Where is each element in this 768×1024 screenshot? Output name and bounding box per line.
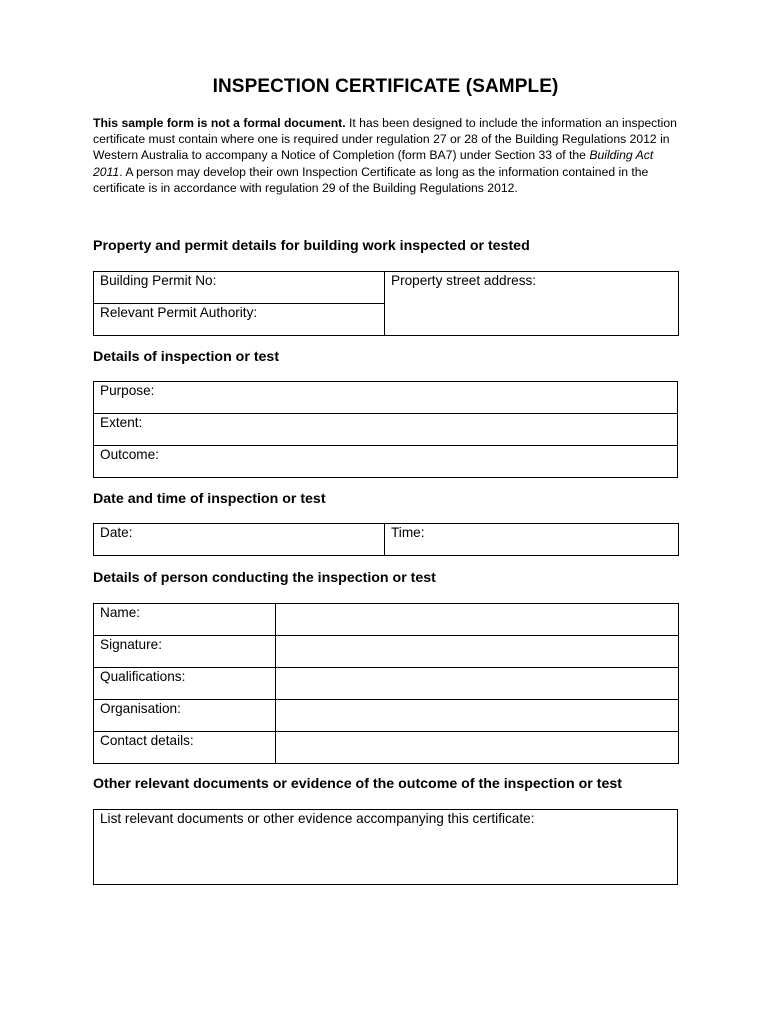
document-title: INSPECTION CERTIFICATE (SAMPLE) bbox=[212, 76, 559, 97]
qualifications-label-cell bbox=[94, 668, 276, 700]
documents-table bbox=[93, 809, 678, 885]
contact-details-field[interactable] bbox=[276, 732, 679, 764]
documents-list-label: List relevant documents or other evidence accompanying this certificate: bbox=[100, 811, 535, 826]
purpose-field[interactable] bbox=[94, 382, 678, 414]
person-details-table bbox=[93, 603, 679, 764]
qualifications-field[interactable] bbox=[276, 668, 679, 700]
documents-list-field[interactable] bbox=[94, 810, 678, 885]
property-section-heading: Property and permit details for building work inspected or tested bbox=[93, 238, 530, 254]
building-permit-no-field[interactable] bbox=[94, 272, 385, 304]
purpose-label: Purpose: bbox=[100, 383, 155, 398]
intro-act-name: Building Act 2011 bbox=[93, 148, 654, 179]
name-label: Name: bbox=[100, 605, 141, 620]
signature-field[interactable] bbox=[276, 636, 679, 668]
datetime-table bbox=[93, 523, 679, 556]
organisation-label-cell bbox=[94, 700, 276, 732]
relevant-permit-authority-label: Relevant Permit Authority: bbox=[100, 305, 258, 320]
intro-text-part2: . A person may develop their own Inspection Certificate as long as the information contained in the certificate is in accordance with regulation 29 of the Building Regulations 2012. bbox=[93, 164, 649, 195]
documents-section-heading: Other relevant documents or evidence of the outcome of the inspection or test bbox=[93, 776, 622, 792]
signature-label: Signature: bbox=[100, 637, 162, 652]
building-permit-no-label: Building Permit No: bbox=[100, 273, 217, 288]
intro-bold-lead: This sample form is not a formal document. bbox=[93, 116, 346, 130]
outcome-field[interactable] bbox=[94, 446, 678, 478]
property-details-table bbox=[93, 271, 679, 336]
inspection-details-table bbox=[93, 381, 678, 478]
intro-text-part1: It has been designed to include the information an inspection certificate must contain where one is required under regulation 27 or 28 of the Building Regulations 2012 in Western Australia to accompany a Notice of Completion (form BA7) under Section 33 of the bbox=[93, 116, 677, 163]
property-street-address-field[interactable] bbox=[385, 272, 679, 336]
time-field[interactable] bbox=[385, 524, 679, 556]
date-field[interactable] bbox=[94, 524, 385, 556]
signature-label-cell bbox=[94, 636, 276, 668]
inspection-section-heading: Details of inspection or test bbox=[93, 349, 280, 365]
datetime-section-heading: Date and time of inspection or test bbox=[93, 491, 326, 507]
contact-details-label-cell bbox=[94, 732, 276, 764]
intro-paragraph bbox=[93, 115, 678, 196]
date-label: Date: bbox=[100, 525, 133, 540]
extent-field[interactable] bbox=[94, 414, 678, 446]
organisation-field[interactable] bbox=[276, 700, 679, 732]
time-label: Time: bbox=[391, 525, 425, 540]
relevant-permit-authority-field[interactable] bbox=[94, 304, 385, 336]
property-street-address-label: Property street address: bbox=[391, 273, 537, 288]
person-section-heading: Details of person conducting the inspection or test bbox=[93, 570, 436, 586]
qualifications-label: Qualifications: bbox=[100, 669, 186, 684]
contact-details-label: Contact details: bbox=[100, 733, 194, 748]
extent-label: Extent: bbox=[100, 415, 143, 430]
name-field[interactable] bbox=[276, 604, 679, 636]
outcome-label: Outcome: bbox=[100, 447, 159, 462]
name-label-cell bbox=[94, 604, 276, 636]
organisation-label: Organisation: bbox=[100, 701, 181, 716]
